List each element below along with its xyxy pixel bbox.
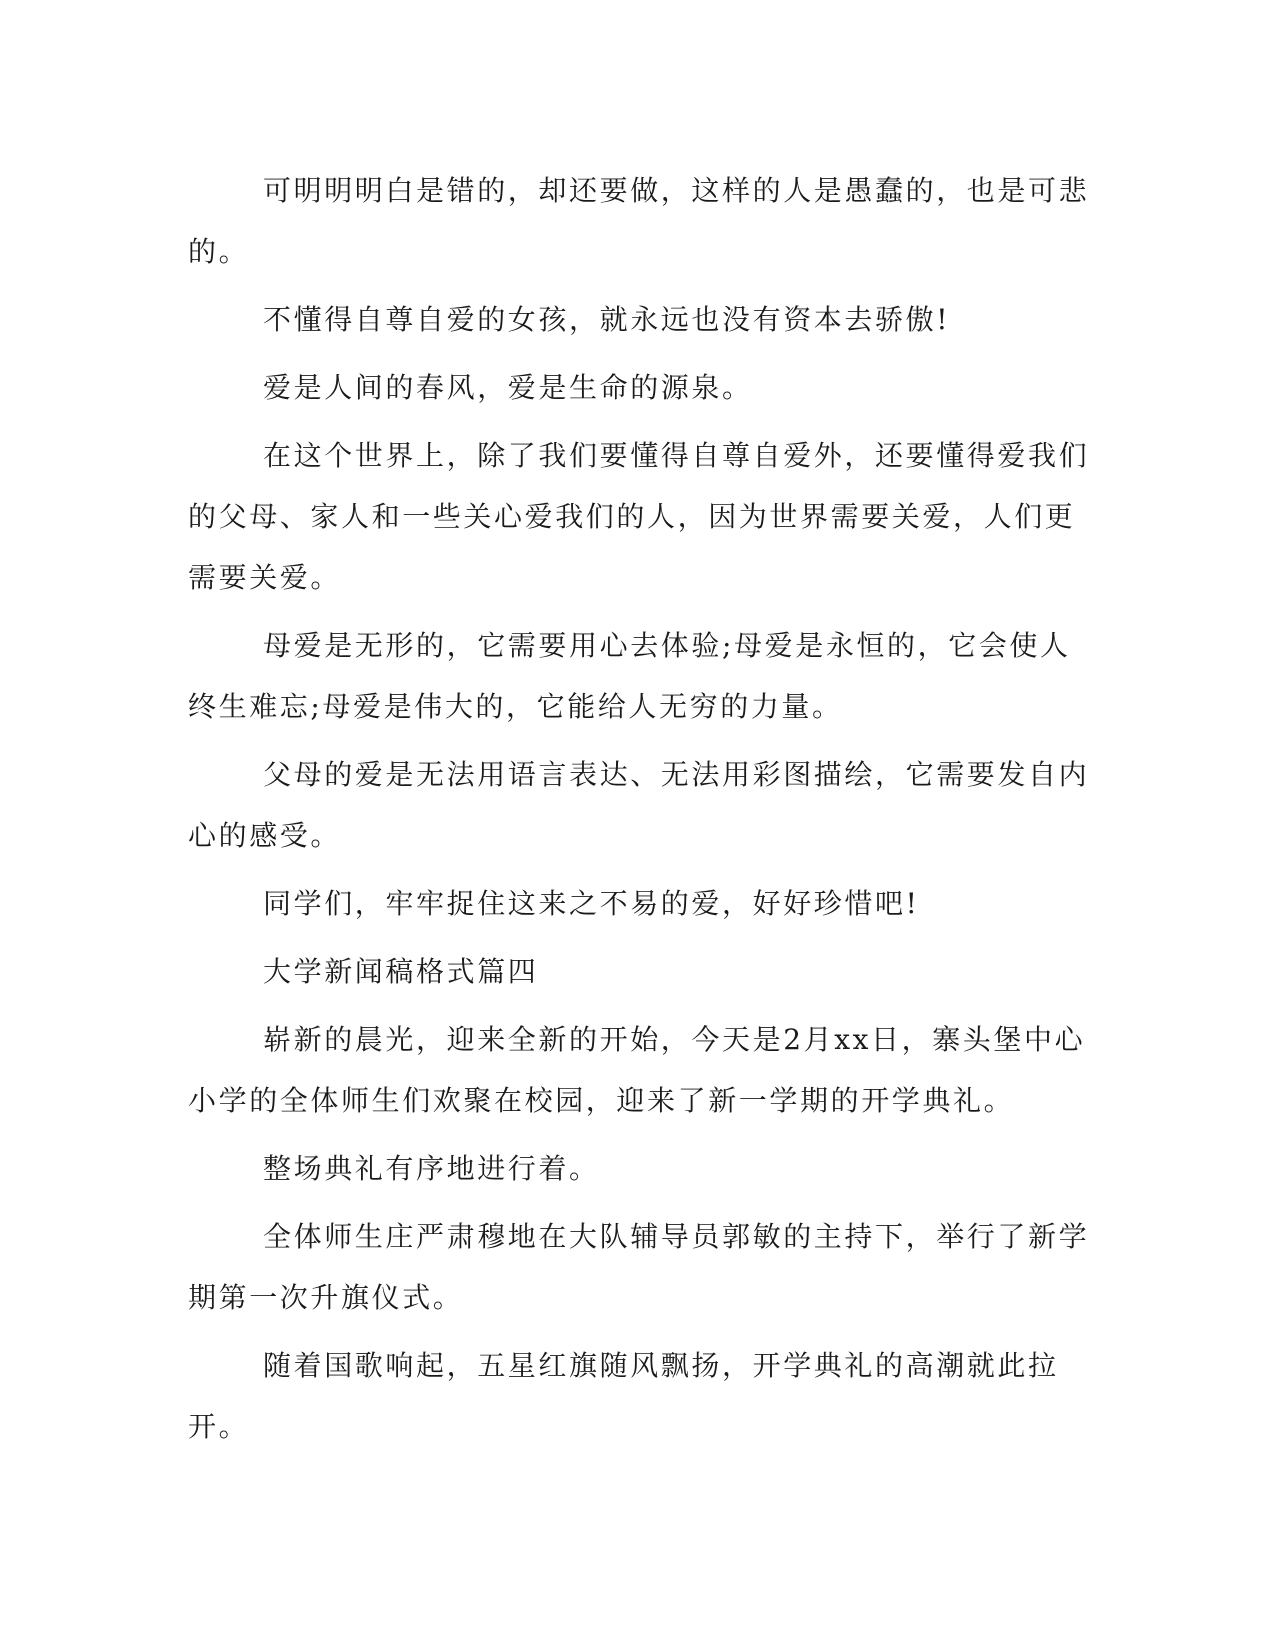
paragraph-12: 随着国歌响起，五星红旗随风飘扬，开学典礼的高潮就此拉开。 — [188, 1349, 1059, 1443]
paragraph-4: 在这个世界上，除了我们要懂得自尊自爱外，还要懂得爱我们的父母、家人和一些关心爱我们的人，因为世界需要关爱，人们更需要关爱。 — [188, 439, 1090, 594]
document-body — [188, 160, 1093, 1464]
paragraph-3: 爱是人间的春风，爱是生命的源泉。 — [263, 371, 753, 404]
paragraph-11: 全体师生庄严肃穆地在大队辅导员郭敏的主持下，举行了新学期第一次升旗仪式。 — [188, 1220, 1090, 1314]
paragraph-2: 不懂得自尊自爱的女孩，就永远也没有资本去骄傲! — [263, 303, 951, 336]
paragraph-9: 崭新的晨光，迎来全新的开始，今天是2月xx日，寨头堡中心小学的全体师生们欢聚在校园，迎来了新一学期的开学典礼。 — [188, 1023, 1086, 1117]
paragraph-1: 可明明明白是错的，却还要做，这样的人是愚蠢的，也是可悲的。 — [188, 174, 1090, 268]
paragraph-10: 整场典礼有序地进行着。 — [263, 1152, 600, 1185]
paragraph-6: 父母的爱是无法用语言表达、无法用彩图描绘，它需要发自内心的感受。 — [188, 758, 1090, 852]
paragraph-5: 母爱是无形的，它需要用心去体验;母爱是永恒的，它会使人终生难忘;母爱是伟大的，它能给人无穷的力量。 — [188, 629, 1071, 723]
paragraph-7: 同学们，牢牢捉住这来之不易的爱，好好珍惜吧! — [263, 887, 920, 920]
section-heading: 大学新闻稿格式篇四 — [263, 955, 539, 988]
